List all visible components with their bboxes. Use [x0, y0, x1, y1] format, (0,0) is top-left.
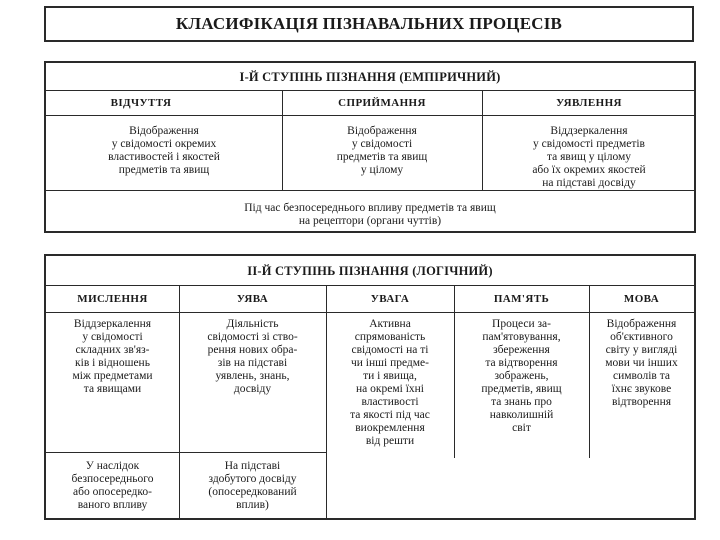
thinking-header: МИСЛЕННЯ — [77, 293, 148, 305]
stage-1-divider-note — [46, 190, 694, 191]
thinking-description: Віддзеркалення у свідомості складних зв'яз- ків і відношень між предметами та явищами — [72, 318, 153, 395]
stage-2-col-divider-3 — [454, 285, 455, 458]
stage-2-col-divider-4 — [589, 285, 590, 458]
page-title: КЛАСИФІКАЦІЯ ПІЗНАВАЛЬНИХ ПРОЦЕСІВ — [175, 14, 563, 33]
stage-1-col-divider-2 — [482, 90, 483, 190]
mediated-influence-note: На підставі здобутого досвіду (опосередкований вплив) — [208, 460, 297, 511]
stage-1-box — [44, 61, 696, 233]
stage-2-divider-header — [46, 312, 694, 313]
stage-2-col-divider-1 — [179, 285, 180, 518]
stage-2-box — [44, 254, 696, 520]
perception-description: Відображення у свідомості предметів та явищ у цілому — [336, 125, 428, 176]
direct-influence-note: У наслідок безпосереднього або опосередко- ваного впливу — [71, 460, 154, 511]
attention-description: Активна спрямованість свідомості на ті чи інші предме- ти і явища, на окремі їхні властивості та якості під час виокремлення від решти — [350, 318, 430, 447]
speech-header: МОВА — [623, 293, 660, 305]
stage-2-title: ІІ-Й СТУПІНЬ ПІЗНАННЯ (ЛОГІЧНИЙ) — [247, 264, 493, 278]
stage-2-divider-bottom — [46, 452, 326, 453]
representation-description: Віддзеркалення у свідомості предметів та явищ у цілому або їх окремих якостей на підставі досвіду — [532, 125, 646, 189]
imagination-description: Діяльність свідомості зі ство- рення нових обра- зів на підставі уявлень, знань, досвіду — [207, 318, 298, 395]
imagination-header: УЯВА — [236, 293, 269, 305]
attention-header: УВАГА — [370, 293, 410, 305]
memory-header: ПАМ'ЯТЬ — [493, 293, 550, 305]
stage-1-divider-header — [46, 115, 694, 116]
perception-header: СПРИЙМАННЯ — [338, 97, 426, 109]
memory-description: Процеси за- пам'ятовування, збереження та відтворення зображень, предметів, явищ та знань про навколишній світ — [481, 318, 562, 434]
stage-1-note: Під час безпосереднього впливу предметів та явищ на рецептори (органи чуттів) — [244, 202, 496, 227]
stage-2-col-divider-2 — [326, 285, 327, 518]
title-box — [44, 6, 694, 42]
sensation-description: Відображення у свідомості окремих властивостей і якостей предметів та явищ — [108, 125, 220, 176]
speech-description: Відображення об'єктивного світу у вигляді мови чи інших символів та їхнє звукове відтворення — [605, 318, 678, 408]
stage-2-divider-title — [46, 285, 694, 286]
stage-1-title: І-Й СТУПІНЬ ПІЗНАННЯ (ЕМПІРИЧНИЙ) — [239, 70, 501, 84]
stage-1-divider-title — [46, 90, 694, 91]
stage-1-col-divider-1 — [282, 90, 283, 190]
sensation-header: ВІДЧУТТЯ — [110, 97, 172, 109]
representation-header: УЯВЛЕННЯ — [556, 97, 622, 109]
